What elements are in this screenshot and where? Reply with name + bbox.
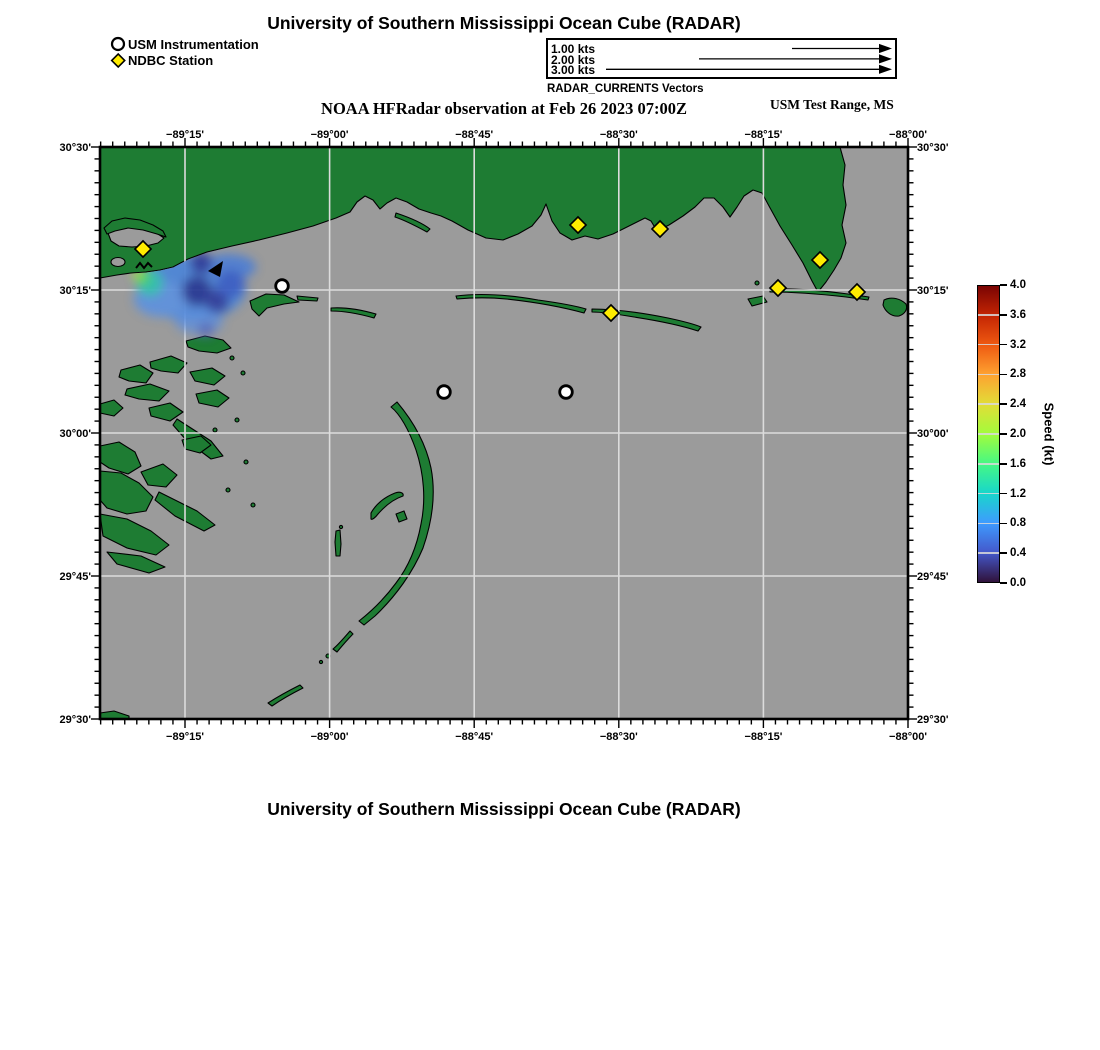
usm-instrumentation-marker xyxy=(560,386,573,399)
bottom-title: University of Southern Mississippi Ocean Cube (RADAR) xyxy=(267,799,741,819)
colorbar-gridline xyxy=(978,463,999,465)
x-axis-tick-label-top: −89°00' xyxy=(310,129,349,141)
islet xyxy=(339,525,342,528)
y-axis-tick-label-right: 29°30' xyxy=(917,714,949,726)
vector-scale-entry-label: 1.00 kts xyxy=(551,42,596,56)
y-axis-tick-label-left: 29°30' xyxy=(59,714,91,726)
usm-instrumentation-marker xyxy=(276,280,289,293)
islet xyxy=(755,281,759,285)
y-axis-tick-label-right: 29°45' xyxy=(917,571,949,583)
colorbar-tick xyxy=(1000,344,1007,346)
x-axis-tick-label-bottom: −89°15' xyxy=(166,731,204,743)
page-title: University of Southern Mississippi Ocean Cube (RADAR) xyxy=(267,13,741,33)
colorbar-gridline xyxy=(978,523,999,525)
colorbar-tick xyxy=(1000,403,1007,405)
x-axis-tick-label-bottom: −88°30' xyxy=(599,731,638,743)
colorbar-gridline xyxy=(978,344,999,346)
colorbar-tick-label: 2.4 xyxy=(1010,398,1026,411)
x-axis-tick-label-top: −89°15' xyxy=(166,129,204,141)
y-axis-tick-label-left: 30°15' xyxy=(59,285,91,297)
colorbar-tick xyxy=(1000,493,1007,495)
colorbar-tick xyxy=(1000,463,1007,465)
diamond-icon xyxy=(112,54,125,67)
y-axis-tick-label-left: 30°00' xyxy=(59,428,91,440)
x-axis-tick-label-bottom: −88°00' xyxy=(889,731,927,743)
colorbar-tick-label: 3.2 xyxy=(1010,338,1026,351)
legend-item-ndbc-station: NDBC Station xyxy=(128,53,214,68)
vector-scale-entry-label: 2.00 kts xyxy=(551,52,596,67)
x-axis-tick-label-top: −88°00' xyxy=(889,129,927,141)
colorbar-tick xyxy=(1000,284,1007,286)
x-axis-tick-label-bottom: −88°15' xyxy=(744,731,783,743)
colorbar-tick-label: 0.4 xyxy=(1010,547,1026,560)
colorbar-gridline xyxy=(978,403,999,405)
vector-scale-arrow-head xyxy=(879,65,892,74)
colorbar-tick-label: 2.8 xyxy=(1010,368,1026,381)
observation-subtitle: NOAA HFRadar observation at Feb 26 2023 07:00Z xyxy=(321,99,687,118)
colorbar-tick xyxy=(1000,314,1007,316)
y-axis-tick-label-right: 30°15' xyxy=(917,285,949,297)
islet-strip xyxy=(335,530,341,556)
y-axis-tick-label-left: 29°45' xyxy=(59,571,91,583)
y-axis-tick-label-left: 30°30' xyxy=(59,142,91,154)
vector-scale-arrow-head xyxy=(879,44,892,53)
chandeleur-fragment xyxy=(319,660,322,663)
x-axis-tick-label-top: −88°15' xyxy=(744,129,783,141)
colorbar-tick-label: 2.0 xyxy=(1010,428,1026,440)
colorbar-tick xyxy=(1000,552,1007,554)
y-axis-tick-label-right: 30°00' xyxy=(917,428,949,440)
coast-notch xyxy=(111,258,125,267)
colorbar-gridline xyxy=(978,314,999,316)
vector-scale-arrow-head xyxy=(879,54,892,63)
colorbar-tick-label: 0.0 xyxy=(1010,577,1026,589)
vector-scale-entry-label: 3.00 kts xyxy=(551,63,596,77)
colorbar-tick-label: 3.6 xyxy=(1010,308,1026,321)
colorbar-tick-label: 0.8 xyxy=(1010,517,1026,530)
colorbar-tick xyxy=(1000,374,1007,376)
usm-instrumentation-marker xyxy=(438,386,451,399)
circle-icon xyxy=(112,38,124,50)
colorbar-gridline xyxy=(978,552,999,554)
colorbar-tick xyxy=(1000,582,1007,584)
colorbar-tick-label: 4.0 xyxy=(1010,279,1026,291)
x-axis-tick-label-bottom: −88°45' xyxy=(455,731,494,743)
colorbar-gridline xyxy=(978,374,999,376)
y-axis-tick-label-right: 30°30' xyxy=(917,142,949,154)
x-axis-tick-label-top: −88°45' xyxy=(455,129,494,141)
legend-item-usm-instrumentation: USM Instrumentation xyxy=(128,37,259,52)
vector-scale-caption: RADAR_CURRENTS Vectors xyxy=(547,83,704,95)
colorbar-tick xyxy=(1000,523,1007,525)
x-axis-tick-label-top: −88°30' xyxy=(599,129,638,141)
colorbar-gridline xyxy=(978,493,999,495)
colorbar-title: Speed (kt) xyxy=(1041,402,1057,466)
colorbar-gridline xyxy=(978,433,999,435)
x-axis-tick-label-bottom: −89°00' xyxy=(310,731,349,743)
region-label: USM Test Range, MS xyxy=(770,97,894,112)
colorbar-tick-label: 1.6 xyxy=(1010,457,1026,470)
colorbar-tick xyxy=(1000,433,1007,435)
colorbar-tick-label: 1.2 xyxy=(1010,487,1026,500)
vector-scale-arrows xyxy=(606,44,892,74)
